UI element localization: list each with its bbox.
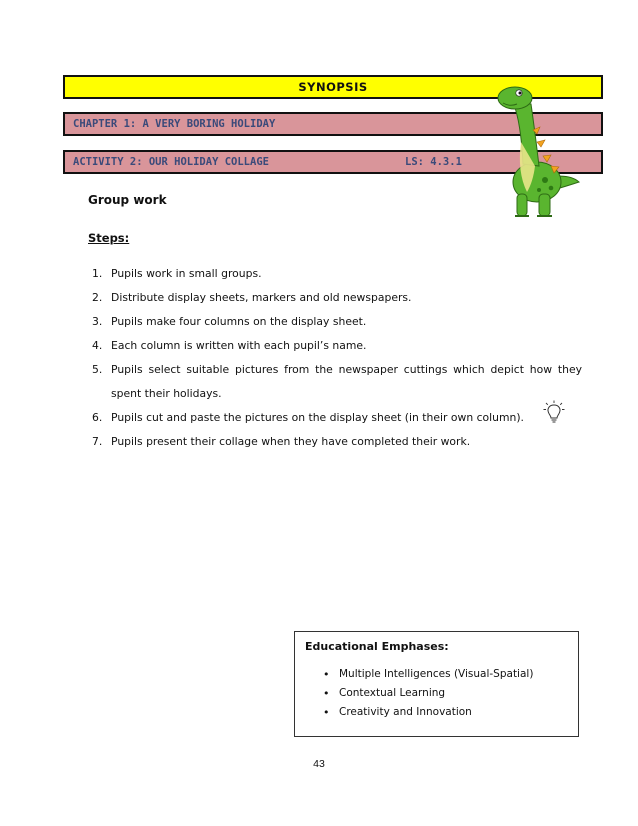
step-number: 5. bbox=[92, 363, 103, 376]
step-text: Pupils present their collage when they have completed their work. bbox=[111, 435, 471, 448]
steps-heading: Steps: bbox=[88, 231, 130, 245]
learning-standard-label: LS: 4.3.1 bbox=[405, 156, 462, 168]
group-work-heading: Group work bbox=[88, 193, 167, 207]
list-item bbox=[92, 334, 582, 358]
list-item: • Contextual Learning bbox=[305, 684, 568, 703]
list-item bbox=[92, 262, 582, 286]
synopsis-title: SYNOPSIS bbox=[298, 80, 368, 94]
step-number: 7. bbox=[92, 435, 103, 448]
activity-title: ACTIVITY 2: OUR HOLIDAY COLLAGE bbox=[73, 156, 269, 168]
step-number: 3. bbox=[92, 315, 103, 328]
list-item bbox=[92, 358, 582, 406]
list-item bbox=[92, 310, 582, 334]
lightbulb-icon bbox=[543, 400, 565, 424]
step-number: 4. bbox=[92, 339, 103, 352]
step-text: Pupils select suitable pictures from the newspaper cuttings which depict how they bbox=[111, 363, 582, 376]
step-number: 6. bbox=[92, 411, 103, 424]
list-item bbox=[92, 406, 582, 430]
step-text: Pupils work in small groups. bbox=[111, 267, 262, 280]
list-item bbox=[92, 286, 582, 310]
steps-list bbox=[92, 262, 582, 454]
step-number: 1. bbox=[92, 267, 103, 280]
list-item: • Creativity and Innovation bbox=[305, 703, 568, 722]
emphases-title: Educational Emphases: bbox=[305, 640, 449, 653]
step-number: 2. bbox=[92, 291, 103, 304]
emphases-list bbox=[305, 665, 568, 722]
list-item bbox=[92, 430, 582, 454]
step-text-continued: spent their holidays. bbox=[111, 387, 222, 400]
step-text: Distribute display sheets, markers and old newspapers. bbox=[111, 291, 412, 304]
dinosaur-illustration-icon bbox=[495, 82, 580, 222]
page-number: 43 bbox=[313, 758, 325, 770]
step-text: Pupils make four columns on the display sheet. bbox=[111, 315, 367, 328]
chapter-title: CHAPTER 1: A VERY BORING HOLIDAY bbox=[73, 118, 276, 130]
step-text: Pupils cut and paste the pictures on the display sheet (in their own column). bbox=[111, 411, 524, 424]
educational-emphases-box bbox=[294, 631, 579, 737]
step-text: Each column is written with each pupil’s name. bbox=[111, 339, 367, 352]
list-item: • Multiple Intelligences (Visual-Spatial) bbox=[305, 665, 568, 684]
